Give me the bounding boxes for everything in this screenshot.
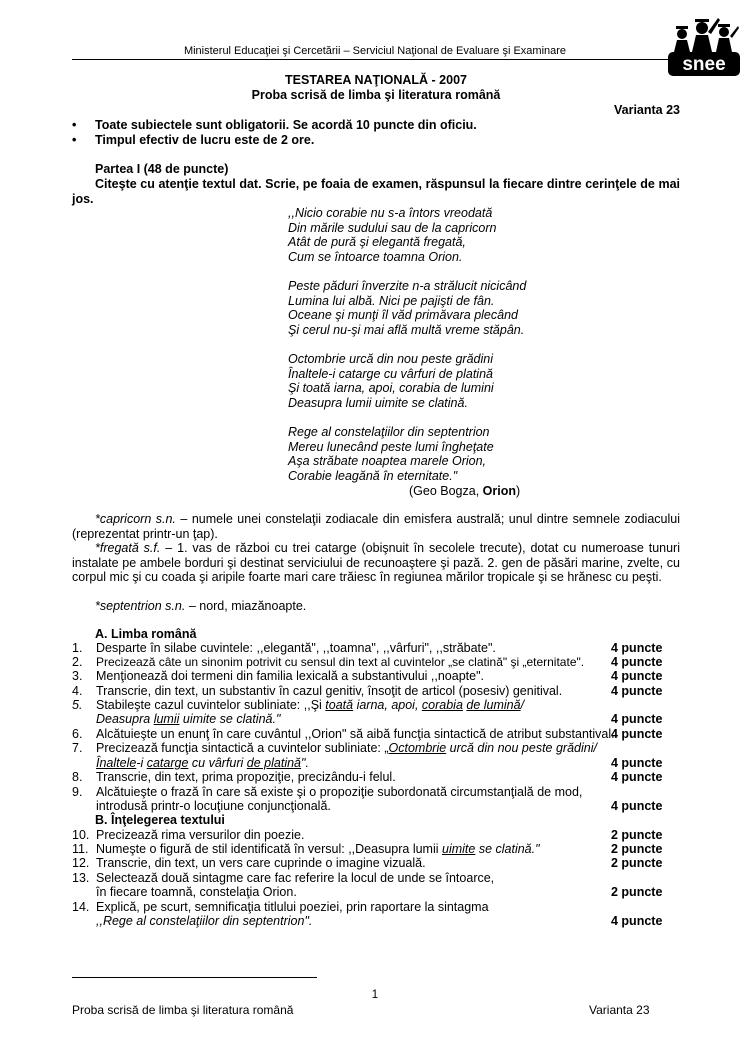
rule-item	[72, 133, 76, 148]
bullet-icon: •	[72, 118, 77, 132]
ministry-header: Ministerul Educaţiei şi Cercetării – Serviciul Naţional de Evaluare şi Examinare	[183, 45, 567, 57]
poem	[288, 206, 526, 483]
header-divider	[72, 59, 680, 60]
poem-line: Şi toată iarna, apoi, corabia de lumini	[288, 381, 494, 396]
bullet-icon: •	[72, 133, 77, 147]
poem-line: Corabie leagănă în eternitate."	[288, 468, 458, 483]
poem-line	[288, 264, 526, 279]
footer-left: Proba scrisă de limba şi literatura română	[72, 1003, 294, 1017]
instruction: Citeşte cu atenţie textul dat. Scrie, pe foaia de examen, răspunsul la fiecare dintre cerinţele de mai jos.	[72, 177, 680, 206]
poem-line: Mereu lunecând peste lumi îngheţate	[288, 439, 494, 454]
poem-line: Cum se întoarce toamna Orion.	[288, 249, 463, 264]
footer-right: Varianta 23	[589, 1003, 650, 1017]
rule-item	[72, 118, 76, 133]
poem-line: Rege al constelaţiilor din septentrion	[288, 424, 490, 439]
rule-text: Toate subiectele sunt obligatorii. Se acordă 10 puncte din oficiu.	[95, 118, 477, 132]
exam-title: TESTAREA NAŢIONALĂ - 2007	[285, 73, 467, 87]
variant-label: Varianta 23	[613, 103, 680, 117]
poem-line: Octombrie urcă din nou peste grădini	[288, 351, 493, 366]
page-number: 1	[371, 989, 379, 1001]
poem-line: Lumina lui albă. Nici pe pajişti de fân.	[288, 293, 495, 308]
poem-line	[288, 410, 526, 425]
poem-line: Atât de pură şi elegantă fregată,	[288, 235, 466, 250]
snee-logo	[668, 14, 740, 76]
rule-text: Timpul efectiv de lucru este de 2 ore.	[95, 133, 315, 147]
poem-line: Deasupra lumii uimite se clatină.	[288, 395, 468, 410]
poem-line: Şi cerul nu-şi mai află multă vreme stăpân.	[288, 322, 525, 337]
logo-text: snee	[682, 54, 726, 75]
poem-line: Peste păduri înverzite n-a strălucit nicicând	[288, 278, 527, 293]
exam-subtitle: Proba scrisă de limba şi literatura română	[251, 88, 501, 102]
footer-divider	[72, 977, 317, 978]
section-b-heading: B. Înţelegerea textului	[95, 813, 225, 827]
glossary-entry: *capricorn s.n. – numele unei constelaţii zodiacale din emisfera australă; unul dintre semnele zodiacului (reprezentat printr-un ţap).	[72, 512, 680, 541]
poem-line	[288, 337, 526, 352]
poem-line: Aşa străbate noaptea marele Orion,	[288, 454, 487, 469]
poem-attribution: (Geo Bogza, Orion)	[409, 484, 521, 498]
part-heading: Partea I (48 de puncte)	[95, 162, 229, 176]
section-a-heading: A. Limba română	[95, 627, 197, 641]
poem-line: ,,Nicio corabie nu s-a întors vreodată	[288, 206, 493, 220]
glossary-entry: *septentrion s.n. – nord, miazănoapte.	[95, 599, 307, 613]
poem-line: Din mările sudului sau de la capricorn	[288, 220, 497, 235]
glossary-entry: *fregată s.f. – 1. vas de război cu trei catarge (obişnuit în secolele trecute), dotat cu numeroase tunuri instalate pe ambele borduri şi destinat serviciului de recunoaştere şi pază. 2. gen de păsări marine, zvelte, cu corpul mic şi cu coada şi aripile foarte mari care trăiesc în regiunea mărilor tropicale şi se hrănesc cu peşti.	[72, 541, 680, 585]
poem-line: Oceane şi munţi îl văd primăvara plecând	[288, 308, 518, 323]
graduates-icon	[668, 14, 740, 76]
poem-title: Orion	[482, 484, 516, 498]
poem-line: Înaltele-i catarge cu vârfuri de platină	[288, 366, 493, 381]
